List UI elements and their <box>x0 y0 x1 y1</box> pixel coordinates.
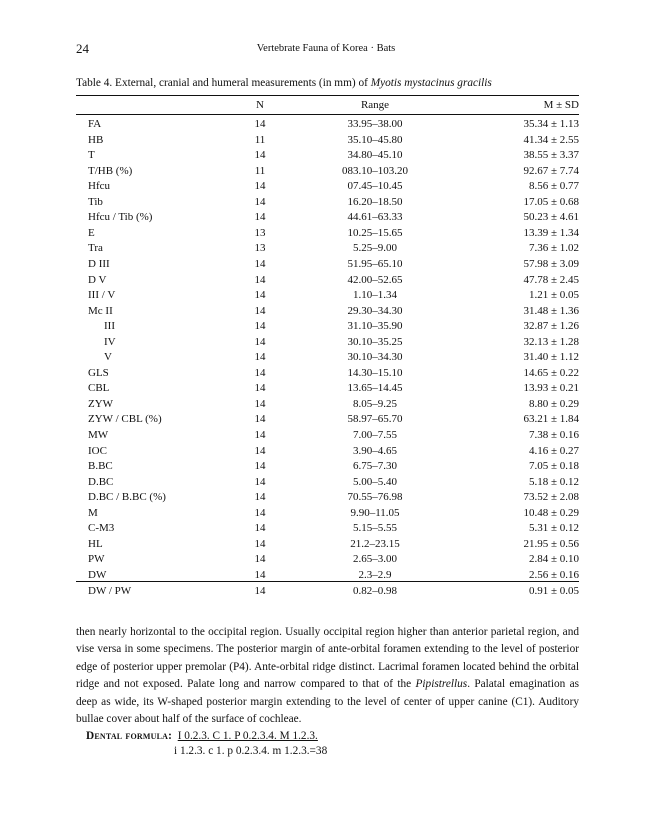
row-n: 14 <box>254 444 266 457</box>
row-range: 30.10–35.25 <box>347 335 403 348</box>
column-header-msd: M ± SD <box>543 99 579 111</box>
column-header-range: Range <box>360 99 390 111</box>
dental-formula <box>86 728 318 744</box>
table-row <box>0 164 652 180</box>
table-rule-bottom <box>76 581 579 582</box>
row-mean-sd: 50.23 ± 4.61 <box>523 211 579 224</box>
table-row <box>0 521 652 537</box>
row-n: 14 <box>254 289 266 302</box>
row-n: 14 <box>254 584 266 597</box>
row-range: 5.15–5.55 <box>353 522 397 535</box>
row-range: 9.90–11.05 <box>350 506 400 519</box>
row-mean-sd: 41.34 ± 2.55 <box>523 133 579 146</box>
row-mean-sd: 8.56 ± 0.77 <box>528 180 579 193</box>
table-row <box>0 475 652 491</box>
page-number: 24 <box>76 41 89 56</box>
body-paragraph <box>76 624 579 728</box>
row-label: CBL <box>88 382 110 395</box>
row-n: 14 <box>254 366 266 379</box>
row-n: 14 <box>254 320 266 333</box>
row-n: 14 <box>254 537 266 550</box>
row-n: 14 <box>254 568 266 581</box>
row-range: 13.65–14.45 <box>347 382 403 395</box>
row-n: 14 <box>254 491 266 504</box>
row-label: V <box>104 351 112 364</box>
table-row <box>0 179 652 195</box>
row-n: 14 <box>254 195 266 208</box>
row-label: ZYW / CBL (%) <box>88 413 162 426</box>
row-range: 29.30–34.30 <box>347 304 403 317</box>
row-mean-sd: 8.80 ± 0.29 <box>528 397 579 410</box>
row-range: 70.55–76.98 <box>347 491 403 504</box>
row-mean-sd: 32.87 ± 1.26 <box>523 320 579 333</box>
table-row <box>0 257 652 273</box>
table-row <box>0 350 652 366</box>
row-label: T <box>88 149 95 162</box>
row-n: 13 <box>254 242 266 255</box>
row-label: Mc II <box>88 304 113 317</box>
row-range: 35.10–45.80 <box>347 133 403 146</box>
row-n: 14 <box>254 382 266 395</box>
row-n: 14 <box>254 335 266 348</box>
row-mean-sd: 4.16 ± 0.27 <box>528 444 579 457</box>
row-n: 14 <box>254 429 266 441</box>
running-title: Vertebrate Fauna of Korea · Bats <box>256 43 396 54</box>
row-label: IV <box>104 335 116 348</box>
row-n: 14 <box>254 506 266 519</box>
row-label: D III <box>88 257 110 270</box>
row-label: FA <box>88 118 102 130</box>
row-label: D.BC / B.BC (%) <box>88 491 166 504</box>
row-n: 11 <box>254 164 266 177</box>
row-range: 16.20–18.50 <box>347 195 403 208</box>
row-label: D V <box>88 273 107 286</box>
row-n: 13 <box>254 226 266 239</box>
row-label: M <box>88 506 98 519</box>
paragraph-text-2: . Palatal emagination as deep as wide, its W-shaped posterior margin extending to the level of center of upper canine (C1). Auditory bullae cover about half of the surface of cochleae. <box>76 678 579 726</box>
row-label: ZYW <box>88 397 114 410</box>
row-n: 14 <box>254 257 266 270</box>
row-range: 31.10–35.90 <box>347 320 403 333</box>
row-mean-sd: 1.21 ± 0.05 <box>528 289 579 302</box>
row-label: Hfcu <box>88 180 110 193</box>
dental-formula-upper: I 0.2.3. C 1. P 0.2.3.4. M 1.2.3. <box>177 730 318 742</box>
row-label: HL <box>88 537 103 550</box>
row-n: 14 <box>254 413 266 426</box>
row-range: 21.2–23.15 <box>350 537 400 550</box>
row-label: MW <box>88 429 109 441</box>
table-row <box>0 133 652 149</box>
row-label: PW <box>88 553 105 566</box>
row-n: 14 <box>254 149 266 162</box>
row-mean-sd: 13.39 ± 1.34 <box>523 226 579 239</box>
table-row <box>0 226 652 242</box>
row-n: 14 <box>254 351 266 364</box>
table-body <box>0 115 652 597</box>
table-row <box>0 195 652 211</box>
row-label: DW / PW <box>88 584 132 597</box>
row-mean-sd: 7.36 ± 1.02 <box>528 242 579 255</box>
row-n: 14 <box>254 118 266 130</box>
row-n: 14 <box>254 180 266 193</box>
row-range: 2.65–3.00 <box>353 553 397 566</box>
row-mean-sd: 2.84 ± 0.10 <box>528 553 579 566</box>
table-caption <box>76 77 492 89</box>
row-n: 14 <box>254 273 266 286</box>
table-row <box>0 490 652 506</box>
row-range: 083.10–103.20 <box>342 164 408 177</box>
row-label: GLS <box>88 366 109 379</box>
row-label: C-M3 <box>88 522 115 535</box>
row-mean-sd: 5.18 ± 0.12 <box>528 475 579 488</box>
table-row <box>0 428 652 444</box>
row-range: 7.00–7.55 <box>353 429 397 441</box>
row-range: 5.00–5.40 <box>353 475 397 488</box>
row-range: 5.25–9.00 <box>353 242 397 255</box>
row-range: 42.00–52.65 <box>347 273 403 286</box>
row-mean-sd: 10.48 ± 0.29 <box>523 506 579 519</box>
row-range: 2.3–2.9 <box>358 568 392 581</box>
row-mean-sd: 17.05 ± 0.68 <box>523 195 579 208</box>
row-mean-sd: 32.13 ± 1.28 <box>523 335 579 348</box>
paragraph-genus: Pipistrellus <box>415 678 468 691</box>
row-n: 14 <box>254 553 266 566</box>
row-mean-sd: 7.05 ± 0.18 <box>528 460 579 473</box>
row-mean-sd: 35.34 ± 1.13 <box>523 118 579 130</box>
row-range: 14.30–15.10 <box>347 366 403 379</box>
table-row <box>0 335 652 351</box>
column-header-n: N <box>256 99 264 111</box>
row-range: 6.75–7.30 <box>353 460 397 473</box>
row-label: D.BC <box>88 475 114 488</box>
row-n: 14 <box>254 304 266 317</box>
row-range: 3.90–4.65 <box>353 444 397 457</box>
row-mean-sd: 31.40 ± 1.12 <box>523 351 579 364</box>
row-label: Tib <box>88 195 103 208</box>
row-n: 14 <box>254 522 266 535</box>
row-mean-sd: 5.31 ± 0.12 <box>528 522 579 535</box>
row-n: 14 <box>254 397 266 410</box>
table-row <box>0 412 652 428</box>
row-n: 14 <box>254 460 266 473</box>
row-label: T/HB (%) <box>88 164 133 177</box>
table-row <box>0 288 652 304</box>
row-mean-sd: 73.52 ± 2.08 <box>523 491 579 504</box>
paragraph-text-1: then nearly horizontal to the occipital region. Usually occipital region higher than anterior parietal region, and vise versa in some specimens. The posterior margin of ante-orbital foramen extending to the level of posterior edge of posterior upper premolar (P4). Ante-orbital ridge distinct. Lacrimal foramen located behind the orbital ridge and not exposed. Palate long and narrow compared to that of the <box>76 626 579 691</box>
table-rule-top <box>76 95 579 96</box>
row-label: DW <box>88 568 107 581</box>
row-mean-sd: 57.98 ± 3.09 <box>523 257 579 270</box>
row-mean-sd: 63.21 ± 1.84 <box>523 413 579 426</box>
row-label: Hfcu / Tib (%) <box>88 211 153 224</box>
row-label: III / V <box>88 289 116 302</box>
dental-formula-lower: i 1.2.3. c 1. p 0.2.3.4. m 1.2.3.=38 <box>174 745 328 757</box>
row-mean-sd: 31.48 ± 1.36 <box>523 304 579 317</box>
row-range: 33.95–38.00 <box>347 118 403 130</box>
table-row <box>0 506 652 522</box>
row-mean-sd: 21.95 ± 0.56 <box>523 537 579 550</box>
row-label: Tra <box>88 242 103 255</box>
caption-text: Table 4. External, cranial and humeral measurements (in mm) of <box>76 77 371 89</box>
row-range: 07.45–10.45 <box>347 180 403 193</box>
row-mean-sd: 92.67 ± 7.74 <box>523 164 579 177</box>
row-range: 30.10–34.30 <box>347 351 403 364</box>
row-label: IOC <box>88 444 107 457</box>
table-row <box>0 148 652 164</box>
table-row <box>0 459 652 475</box>
row-label: III <box>104 320 115 333</box>
caption-species: Myotis mystacinus gracilis <box>370 77 492 89</box>
row-range: 10.25–15.65 <box>347 226 403 239</box>
row-label: B.BC <box>88 460 113 473</box>
row-mean-sd: 2.56 ± 0.16 <box>528 568 579 581</box>
row-n: 14 <box>254 211 266 224</box>
row-mean-sd: 7.38 ± 0.16 <box>528 429 579 441</box>
row-range: 0.82–0.98 <box>353 584 397 597</box>
table-row <box>0 366 652 382</box>
table-row <box>0 381 652 397</box>
table-row <box>0 537 652 553</box>
table-row <box>0 117 652 133</box>
row-range: 44.61–63.33 <box>347 211 403 224</box>
row-mean-sd: 47.78 ± 2.45 <box>523 273 579 286</box>
row-label: HB <box>88 133 104 146</box>
row-range: 34.80–45.10 <box>347 149 403 162</box>
table-row <box>0 304 652 320</box>
row-range: 51.95–65.10 <box>347 257 403 270</box>
table-row <box>0 444 652 460</box>
row-mean-sd: 38.55 ± 3.37 <box>523 149 579 162</box>
table-row <box>0 241 652 257</box>
table-row <box>0 584 652 600</box>
row-label: E <box>88 226 95 239</box>
table-row <box>0 273 652 289</box>
row-n: 11 <box>254 133 266 146</box>
table-row <box>0 552 652 568</box>
row-range: 58.97–65.70 <box>347 413 403 426</box>
row-mean-sd: 0.91 ± 0.05 <box>528 584 579 597</box>
row-mean-sd: 13.93 ± 0.21 <box>523 382 579 395</box>
row-n: 14 <box>254 475 266 488</box>
table-row <box>0 397 652 413</box>
table-row <box>0 319 652 335</box>
dental-formula-label: Dental formula: <box>86 730 173 742</box>
table-row <box>0 210 652 226</box>
row-range: 8.05–9.25 <box>353 397 397 410</box>
row-range: 1.10–1.34 <box>353 289 397 302</box>
row-mean-sd: 14.65 ± 0.22 <box>523 366 579 379</box>
